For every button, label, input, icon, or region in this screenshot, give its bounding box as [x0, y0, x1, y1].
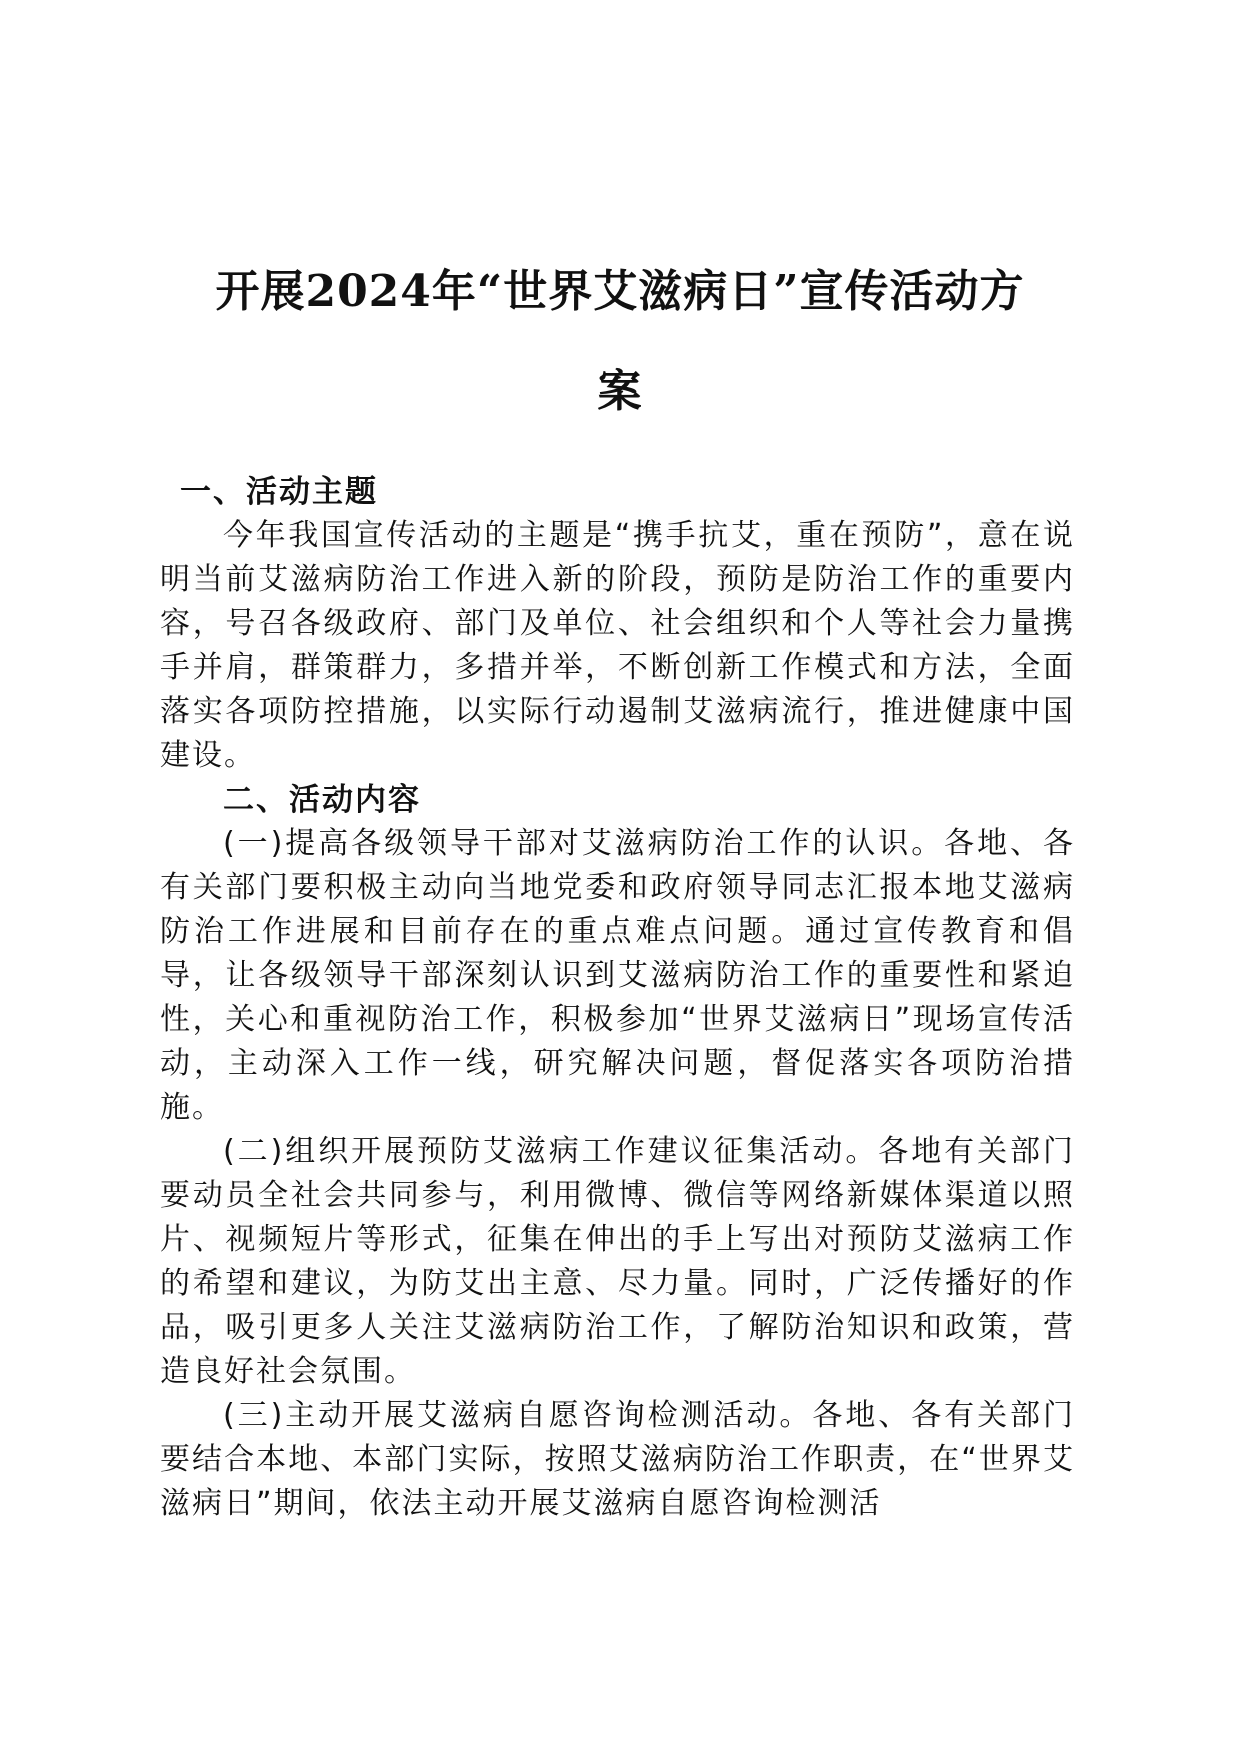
paragraph-content-1: (一)提高各级领导干部对艾滋病防治工作的认识。各地、各有关部门要积极主动向当地党委和政府领导同志汇报本地艾滋病防治工作进展和目前存在的重点难点问题。通过宣传教育和倡导，让各级领导干部深刻认识到艾滋病防治工作的重要性和紧迫性，关心和重视防治工作，积极参加“世界艾滋病日”现场宣传活动，主动深入工作一线，研究解决问题，督促落实各项防治措施。: [160, 826, 1075, 1125]
section-heading-theme: 一、活动主题: [180, 474, 378, 510]
document-title: [160, 242, 1080, 442]
title-line-1: 开展2024年“世界艾滋病日”宣传活动方: [215, 266, 1025, 317]
paragraph-content-2: (二)组织开展预防艾滋病工作建议征集活动。各地有关部门要动员全社会共同参与，利用微博、微信等网络新媒体渠道以照片、视频短片等形式，征集在伸出的手上写出对预防艾滋病工作的希望和建议，为防艾出主意、尽力量。同时，广泛传播好的作品，吸引更多人关注艾滋病防治工作，了解防治知识和政策，营造良好社会氛围。: [160, 1134, 1075, 1389]
section-heading-content: 二、活动内容: [223, 782, 421, 818]
document-body: [160, 470, 1075, 1526]
title-line-2: 案: [597, 366, 643, 417]
paragraph-content-3: (三)主动开展艾滋病自愿咨询检测活动。各地、各有关部门要结合本地、本部门实际，按照艾滋病防治工作职责，在“世界艾滋病日”期间，依法主动开展艾滋病自愿咨询检测活: [160, 1398, 1075, 1521]
paragraph-theme: 今年我国宣传活动的主题是“携手抗艾，重在预防”，意在说明当前艾滋病防治工作进入新的阶段，预防是防治工作的重要内容，号召各级政府、部门及单位、社会组织和个人等社会力量携手并肩，群策群力，多措并举，不断创新工作模式和方法，全面落实各项防控措施，以实际行动遏制艾滋病流行，推进健康中国建设。: [160, 518, 1075, 773]
